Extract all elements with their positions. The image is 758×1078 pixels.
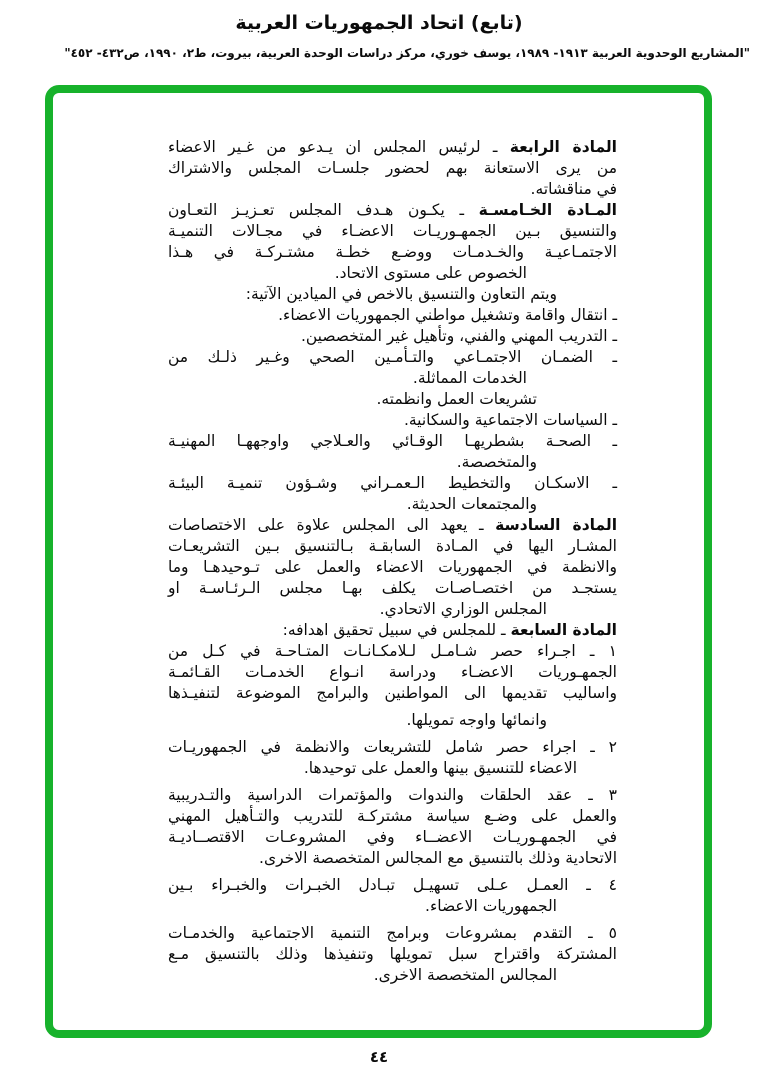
text-line: من يرى الاستعانة بهم لحضور جلسـات المجلس والاشتراك bbox=[168, 159, 617, 177]
text-line: الجمهـوريات الاعضـاء ودراسة انـواع الخدمـات القـائمـة bbox=[168, 663, 617, 681]
text-line: ٥ ـ التقدم بمشروعات وبرامج التنمية الاجتماعية والخدمـات bbox=[168, 924, 617, 942]
text-line: ـ الضمـان الاجتمـاعي والتـأمـين الصحي وغـير ذلـك من bbox=[168, 348, 617, 366]
text-line: الاجتمـاعيـة والخـدمـات ووضـع خطـة مشتـركـة في هـذا bbox=[168, 243, 617, 261]
text-line: المجلس الوزاري الاتحادي. bbox=[379, 600, 547, 618]
text-line: المشتركة واقتراح سبل تمويلها وتنفيذها وذلك بالتنسيق مـع bbox=[168, 945, 617, 963]
text-line: الجمهوريات الاعضاء. bbox=[425, 897, 557, 915]
text-line: والمتخصصة. bbox=[456, 453, 537, 471]
text-line: ـ الصحـة بشطريهـا الوقـائي والعـلاجي واوجههـا المهنيـة bbox=[168, 432, 617, 450]
text-line: المشـار اليها في المـادة السابقـة بـالتنسيق بـين التشريعـات bbox=[168, 537, 617, 555]
text-line: الخصوص على مستوى الاتحاد. bbox=[334, 264, 527, 282]
text-line: المـادة الخـامسـة ـ يكـون هـدف المجلس تعـزيـز التعـاون bbox=[168, 201, 617, 219]
article-name: المادة السادسة bbox=[495, 516, 618, 534]
text-line: المجالس المتخصصة الاخرى. bbox=[373, 966, 557, 984]
text-line: والتنسيق بـين الجمهـوريـات الاعضـاء في مجـالات التنميـة bbox=[168, 222, 617, 240]
text-line: ـ التدريب المهني والفني، وتأهيل غير المتخصصين. bbox=[300, 327, 617, 345]
page-number: ٤٤ bbox=[369, 1048, 389, 1066]
text-line: المادة السادسة ـ يعهد الى المجلس علاوة على الاختصاصات bbox=[168, 516, 618, 534]
green-annotation-frame bbox=[45, 85, 712, 1038]
text-line: المادة السابعة ـ للمجلس في سبيل تحقيق اهدافه: bbox=[282, 621, 617, 639]
text-line: يستجـد من اختصـاصـات يكلف بهـا مجلس الـرئـاسـة او bbox=[168, 579, 617, 597]
text-line: في الجمهـوريـات الاعضــاء وفي المشروعـات الاقتصــاديـة bbox=[168, 828, 617, 846]
text-line: والمجتمعات الحديثة. bbox=[406, 495, 537, 513]
text-line: ـ السياسات الاجتماعية والسكانية. bbox=[403, 411, 617, 429]
article-name: المادة السابعة bbox=[510, 621, 617, 639]
text-line: ـ انتقال واقامة وتشغيل مواطني الجمهوريات الاعضاء. bbox=[278, 306, 617, 324]
text-line: في مناقشاته. bbox=[530, 180, 617, 198]
text-line: ٢ ـ اجراء حصر شامل للتشريعات والانظمة في الجمهوريـات bbox=[168, 738, 617, 756]
text-line: الاعضاء للتنسيق بينها والعمل على توحيدها. bbox=[303, 759, 577, 777]
text-line: ويتم التعاون والتنسيق بالاخص في الميادين الآتية: bbox=[245, 285, 557, 303]
text-line: المادة الرابعة ـ لرئيس المجلس ان يـدعو من غـير الاعضاء bbox=[168, 138, 617, 156]
text-line: الخدمات المماثلة. bbox=[412, 369, 527, 387]
text-line: والانظمة في الجمهوريات الاعضاء والعمل على تـوحيدهـا وما bbox=[168, 558, 617, 576]
text-line: واساليب تقديمها الى المواطنين والبرامج الموضوعة لتنفيـذها bbox=[168, 684, 617, 702]
text-line: وانمائها واوجه تمويلها. bbox=[406, 711, 547, 729]
source-citation: "المشاريع الوحدوية العربية ١٩١٣- ١٩٨٩، يوسف خوري، مركز دراسات الوحدة العربية، بيروت، ط٢، ١٩٩٠، ص٤٣٢- ٤٥٢" bbox=[64, 46, 750, 60]
page-title: (تابع) اتحاد الجمهوريات العربية bbox=[235, 12, 523, 34]
text-line: تشريعات العمل وانظمته. bbox=[376, 390, 537, 408]
text-line: الاتحادية وذلك بالتنسيق مع المجالس المتخصصة الاخرى. bbox=[259, 849, 617, 867]
article-name: المادة الرابعة bbox=[509, 138, 617, 156]
text-line: والعمل على وضـع سياسة مشتركـة للتدريب والتـأهيل المهني bbox=[168, 807, 617, 825]
article-name: المـادة الخـامسـة bbox=[478, 201, 617, 219]
text-line: ٤ ـ العمـل عـلى تسهيـل تبـادل الخبـرات والخبـراء بـين bbox=[168, 876, 617, 894]
document-body bbox=[53, 93, 704, 986]
text-line: ـ الاسكـان والتخطيط الـعمـراني وشـؤون تنميـة البيئـة bbox=[168, 474, 617, 492]
text-line: ٣ ـ عقد الحلقات والندوات والمؤتمرات الدراسية والتـدريبية bbox=[168, 786, 617, 804]
text-line: ١ ـ اجـراء حصر شـامـل لـلامكـانـات المتـاحـة في كـل من bbox=[168, 642, 617, 660]
